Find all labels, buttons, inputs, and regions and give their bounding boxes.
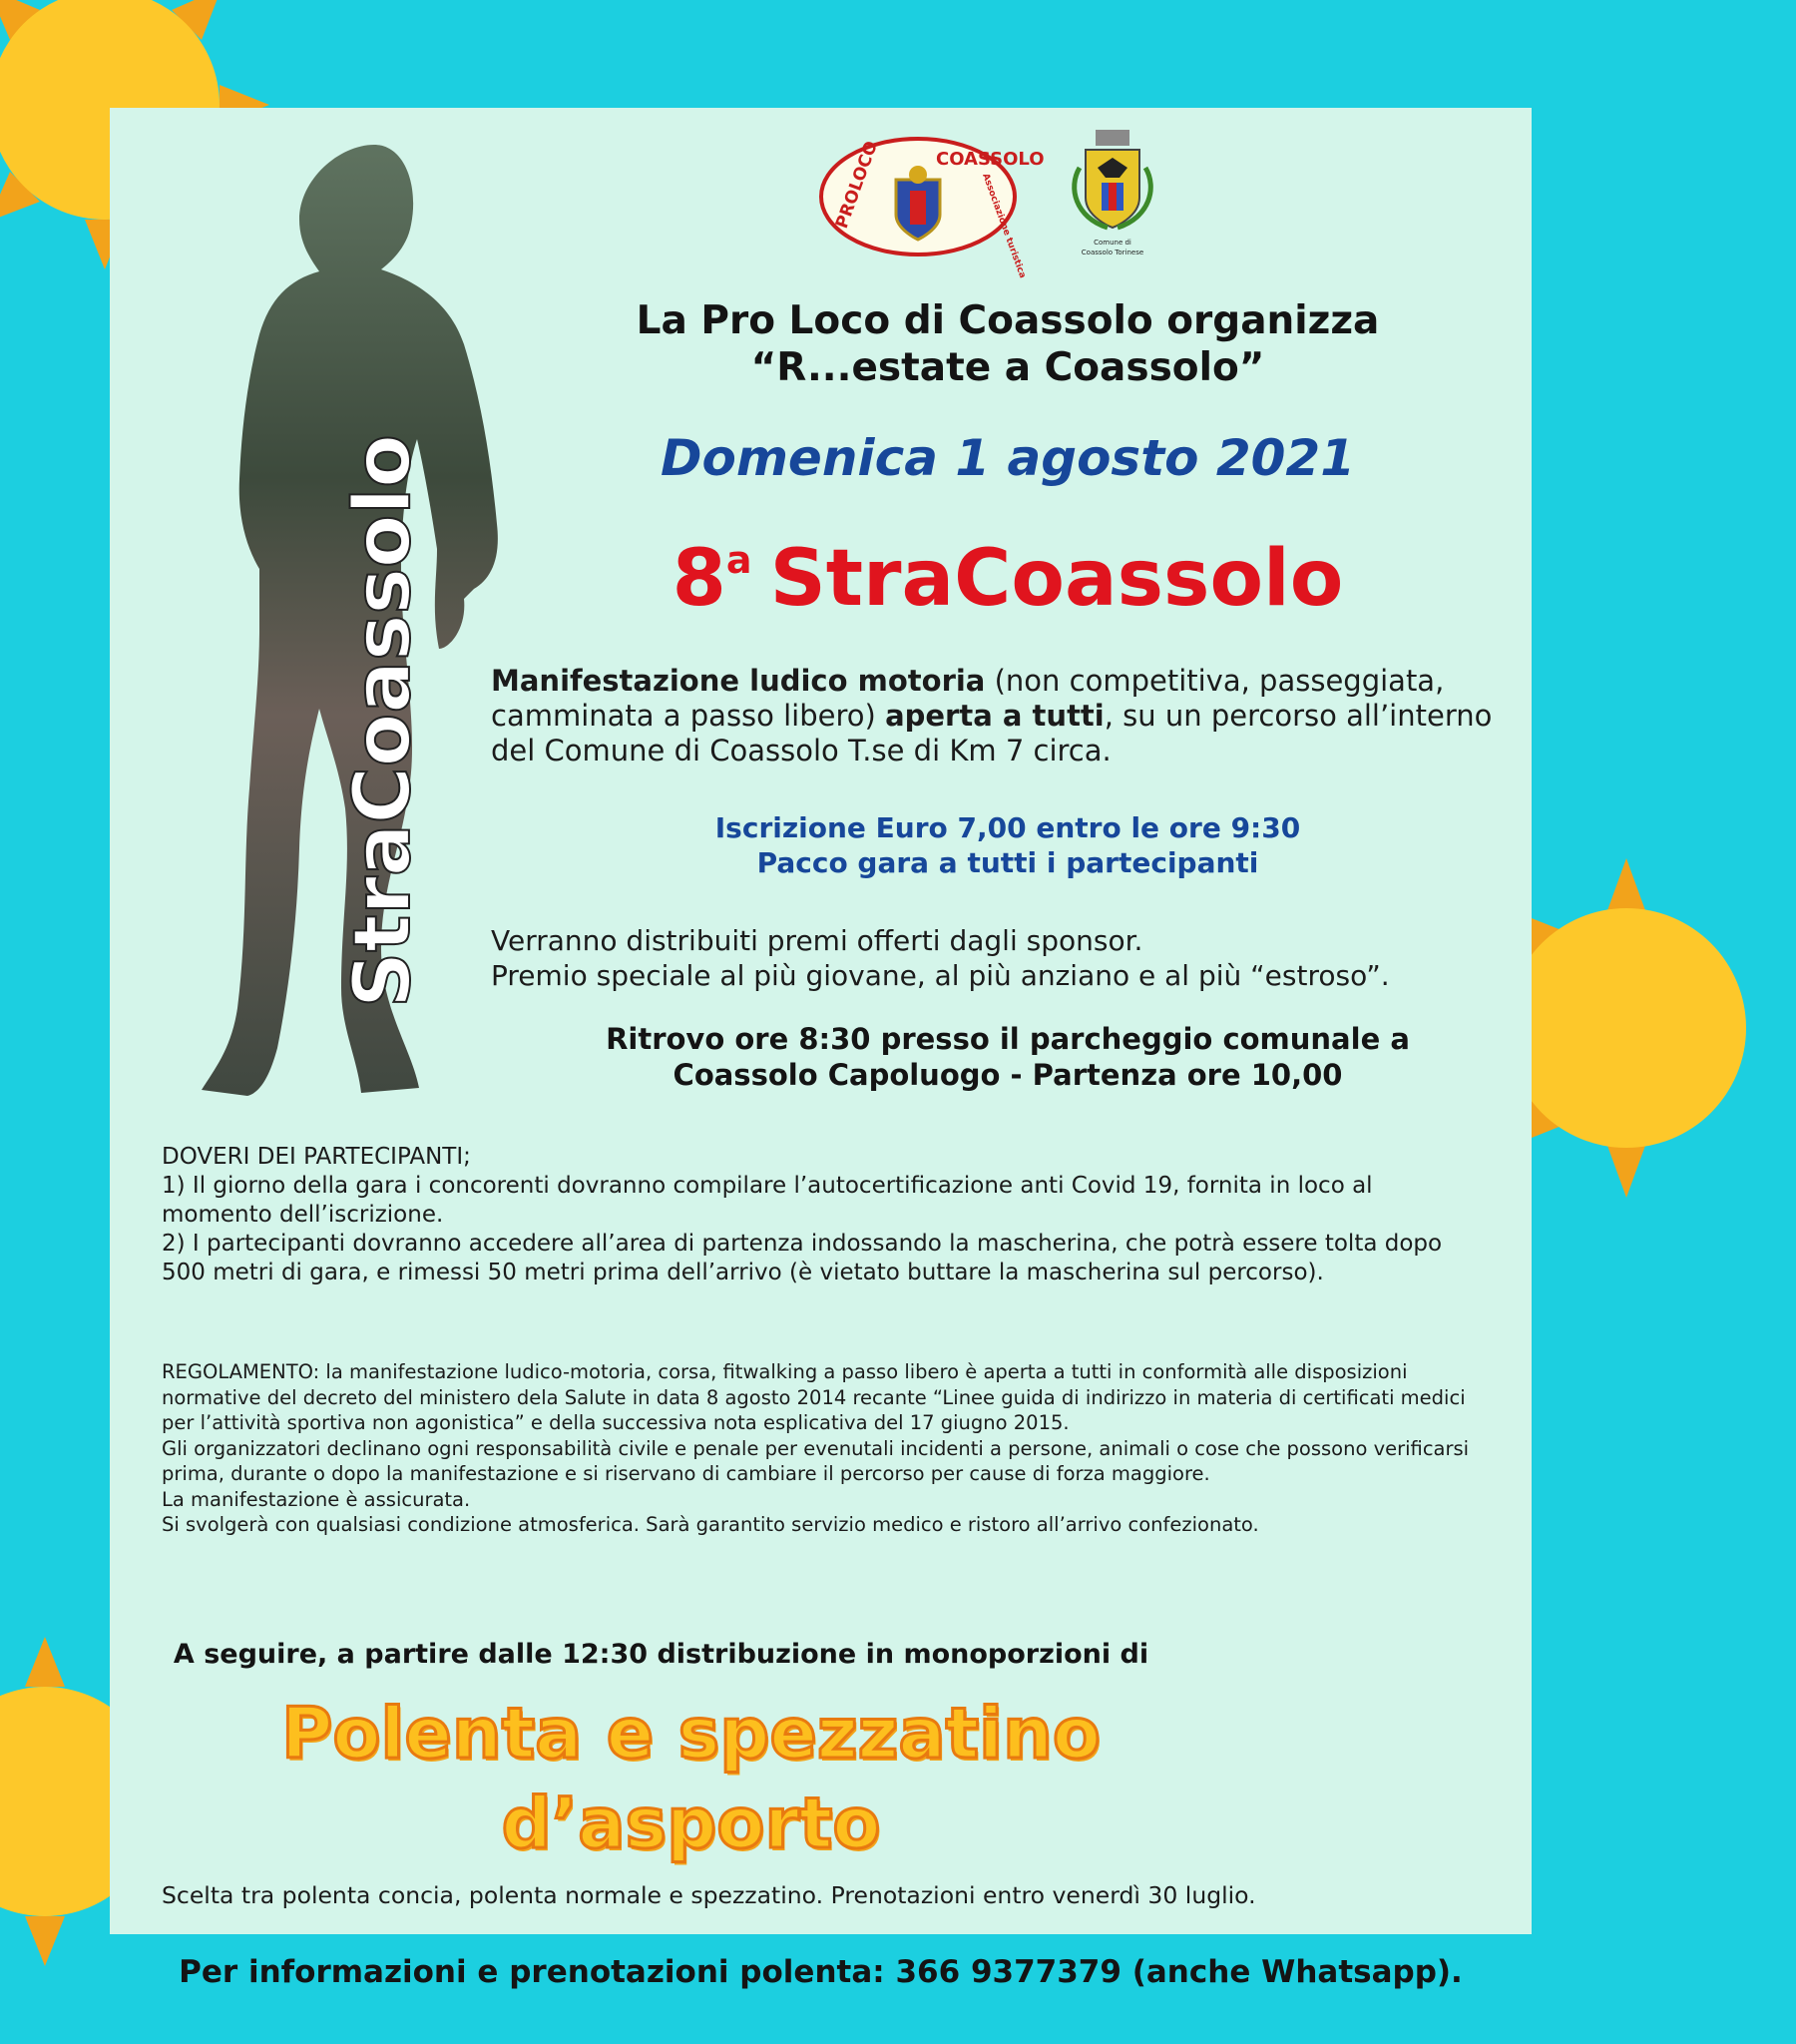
event-description — [491, 664, 1509, 768]
meeting-info — [469, 1021, 1547, 1093]
description-bold-1: Manifestazione ludico motoria — [491, 664, 986, 698]
food-intro: A seguire, a partire dalle 12:30 distribuzione in monoporzioni di — [173, 1639, 1149, 1670]
prizes-line-1: Verranno distribuiti premi offerti dagli sponsor. — [491, 924, 1143, 957]
race-edition: 8 — [672, 534, 726, 624]
regulations — [162, 1359, 1489, 1538]
runner-silhouette-image — [120, 130, 519, 1108]
registration-info — [469, 810, 1547, 880]
event-date: Domenica 1 agosto 2021 — [660, 429, 1356, 487]
meeting-line-2: Coassolo Capoluogo - Partenza ore 10,00 — [673, 1058, 1343, 1092]
food-title-line-2: d’asporto — [501, 1783, 881, 1864]
description-bold-2: aperta a tutti — [885, 699, 1105, 733]
footer-contact-info: Per informazioni e prenotazioni polenta: 366 9377379 (anche Whatsapp). — [179, 1954, 1463, 1990]
organizer-heading — [469, 297, 1547, 391]
prizes-info — [491, 923, 1529, 993]
comune-caption-2: Coassolo Torinese — [1081, 249, 1144, 256]
race-edition-suffix: a — [725, 538, 752, 582]
runner-vertical-text: StraCoassolo — [338, 434, 428, 1008]
proloco-logo-right-text: Associazione turistica — [980, 172, 1028, 280]
rules-paragraph-2: Gli organizzatori declinano ogni responsabilità civile e penale per evenutali incidenti a persone, animali o cose che possono verificarsi prima, durante o dopo la manifestazione e si riservano di cambiare il percorso per cause di forza maggiore. — [162, 1436, 1470, 1485]
fee-line: Iscrizione Euro 7,00 entro le ore 9:30 — [714, 811, 1301, 844]
organizer-line-1: La Pro Loco di Coassolo organizza — [636, 298, 1380, 343]
rules-paragraph-4: Si svolgerà con qualsiasi condizione atmosferica. Sarà garantito servizio medico e ristoro all’arrivo confezionato. — [162, 1513, 1259, 1536]
prizes-line-2: Premio speciale al più giovane, al più anziano e al più “estroso”. — [491, 959, 1390, 992]
description-text-2: , su un percorso all’interno del Comune di Coassolo T.se di Km 7 circa. — [491, 699, 1493, 767]
organizer-line-2: “R...estate a Coassolo” — [750, 345, 1265, 390]
description-text-1: (non competitiva, passeggiata, camminata a passo libero) — [491, 664, 1445, 733]
proloco-logo-left-text: PROLOCO — [831, 138, 883, 232]
rules-paragraph-1: REGOLAMENTO: la manifestazione ludico-motoria, corsa, fitwalking a passo libero è aperta a tutti in conformità alle disposizioni normative del decreto del ministero dela Salute in data 8 agosto 2014 recante “Linee guida di indirizzo in materia di certificati medici per l’attività sportiva non agonistica” e della successiva nota esplicativa del 17 giugno 2015. — [162, 1360, 1466, 1434]
food-title — [110, 1689, 1532, 1868]
duties-item-1: 1) Il giorno della gara i concorenti dovranno compilare l’autocertificazione anti Covid 19, fornita in loco al momento dell’iscrizione. — [162, 1173, 1373, 1228]
proloco-logo — [818, 135, 1045, 280]
food-title-line-1: Polenta e spezzatino — [281, 1693, 1101, 1775]
rules-paragraph-3: La manifestazione è assicurata. — [162, 1487, 471, 1511]
race-title — [469, 534, 1547, 624]
food-choice: Scelta tra polenta concia, polenta normale e spezzatino. Prenotazioni entro venerdì 30 luglio. — [162, 1881, 1256, 1909]
race-pack-line: Pacco gara a tutti i partecipanti — [756, 846, 1259, 879]
duties-title: DOVERI DEI PARTECIPANTI; — [162, 1144, 471, 1170]
comune-caption-1: Comune di — [1094, 239, 1131, 247]
comune-coat-of-arms — [1058, 128, 1167, 257]
meeting-line-1: Ritrovo ore 8:30 presso il parcheggio comunale a — [606, 1022, 1410, 1056]
duties-item-2: 2) I partecipanti dovranno accedere all’area di partenza indossando la mascherina, che potrà essere tolta dopo 500 metri di gara, e rimessi 50 metri prima dell’arrivo (è vietato buttare la mascherina sul percorso). — [162, 1231, 1443, 1285]
participant-duties — [162, 1143, 1489, 1287]
proloco-logo-top-text: COASSOLO — [936, 149, 1045, 170]
race-name: StraCoassolo — [769, 534, 1344, 624]
